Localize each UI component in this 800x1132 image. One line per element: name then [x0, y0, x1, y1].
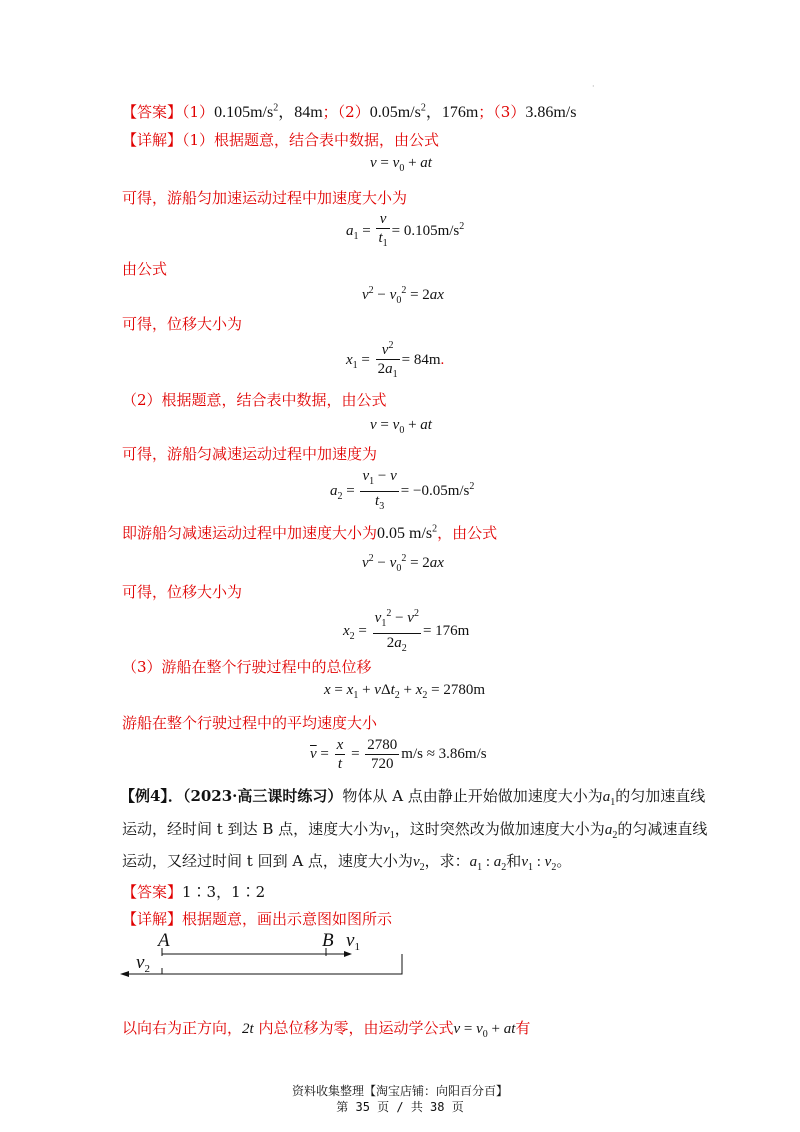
eq-a2: $a_2$ = $\frac{v_1 - v}{t_3}$ = $-0.05m/s^2$	[330, 468, 475, 512]
arrow-forward-head	[344, 951, 352, 957]
eq-total-x: $x = x_1 + v\Delta t_2 + x_2 = 2780m$	[324, 682, 486, 701]
eq-v2-v02-2ax-1: $v^2 - v_0^2 = 2ax$	[362, 285, 444, 306]
text-a2-magnitude: 即游船匀减速运动过程中加速度大小为0.05 $m/s^2$，由公式	[122, 523, 498, 542]
answer-tag: 【答案】	[122, 103, 183, 121]
text-x2: 可得，位移大小为	[122, 583, 243, 601]
answer-line-2: 【答案】1∶3，1∶2	[122, 883, 266, 901]
detail-part2-intro: （2）根据题意，结合表中数据，由公式	[122, 391, 387, 409]
eq-v-v0-at-2: $v = v_0$ + at	[370, 417, 432, 436]
eq-v-v0-at-1: $v = v_0$ + at	[370, 155, 432, 174]
arrow-return	[124, 954, 402, 974]
arrow-return-head	[120, 971, 129, 977]
text-a1: 可得，游船匀加速运动过程中加速度大小为	[122, 189, 408, 207]
diagram-label-v2: $v_2$	[136, 952, 150, 975]
footer-source: 资料收集整理【淘宝店铺：向阳百分百】	[291, 1084, 508, 1098]
motion-diagram	[110, 926, 410, 982]
text-a2: 可得，游船匀减速运动过程中加速度为	[122, 445, 378, 463]
example4-line-2: 运动，经时间 t 到达 B 点，速度大小为$v_1$，这时突然改为做加速度大小为$a_2$的匀减速直线	[122, 820, 708, 841]
diagram-label-v1: $v_1$	[346, 930, 360, 953]
diagram-label-a: A	[158, 930, 170, 951]
footer-page-number: 第 35 页 / 共 38 页	[336, 1100, 464, 1114]
detail-part1-intro: 【详解】（1）根据题意，结合表中数据，由公式	[122, 131, 440, 149]
text-avg: 游船在整个行驶过程中的平均速度大小	[122, 714, 378, 732]
text-x1: 可得，位移大小为	[122, 315, 243, 333]
text-formula-1: 由公式	[122, 260, 168, 278]
detail-part3-intro: （3）游船在整个行驶过程中的总位移	[122, 658, 372, 676]
example4-line-1: 【例4】．（2023·高三课时练习）物体从 A 点由静止开始做加速度大小为$a_1$的匀加速直线	[120, 787, 706, 808]
example4-label: 【例4】．（2023·高三课时练习）	[120, 787, 343, 805]
example4-line-3: 运动，又经过时间 t 回到 A 点，速度大小为$v_2$，求：$a_1$ : $a_2$和$v_1$ : $v_2$。	[122, 852, 572, 873]
eq-avg-velocity: $\overline{v}$ = $\frac{x}{t}$ = $\frac{2780}{720}$ m/s ≈ 3.86m/s	[310, 737, 487, 772]
eq-a1: $a_1$ = $\frac{v}{t_1}$ = $0.105m/s^2$	[346, 211, 465, 249]
eq-x2: $x_2$ = $\frac{v_1^2 - v^2}{2a_2}$ = 176m	[343, 605, 469, 658]
detail2-last-line: 以向右为正方向，2t 内总位移为零，由运动学公式$v = v_0$ + at有	[122, 1019, 531, 1040]
answer-line-1: 【答案】$(1)0.105m/s^2$，84m；$(2)0.05m/s^2$，176m；（3）3.86m/s	[122, 102, 577, 121]
detail2-line: 【详解】根据题意，画出示意图如图所示	[122, 910, 393, 928]
eq-x1: $x_1$ = $\frac{v^2}{2a_1}$ = 84m.	[346, 337, 444, 384]
eq-v2-v02-2ax-2: $v^2 - v_0^2 = 2ax$	[362, 553, 444, 574]
stray-dot: ·	[592, 82, 595, 91]
diagram-label-b: B	[322, 930, 334, 951]
